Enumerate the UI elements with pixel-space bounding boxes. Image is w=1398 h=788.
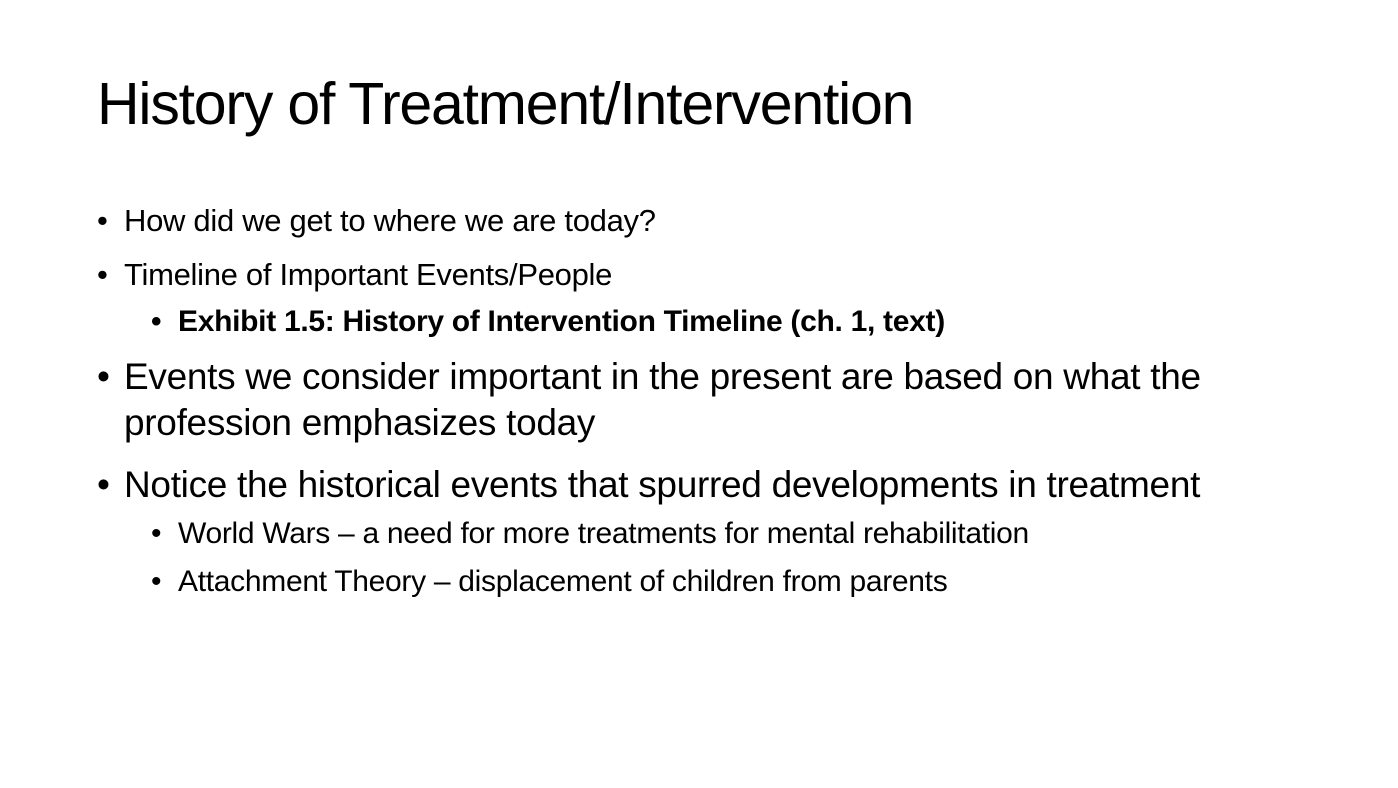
bullet-dot-icon: • (97, 257, 108, 292)
bullet-dot-icon: • (97, 356, 110, 397)
bullet-dot-icon: • (97, 203, 108, 238)
bullet-text: Notice the historical events that spurred developments in treatment (124, 464, 1201, 505)
sub-bullet-text: Exhibit 1.5: History of Intervention Timeline (ch. 1, text) (178, 305, 945, 338)
sub-bullet-item (151, 304, 1297, 340)
bullet-item (97, 354, 1297, 446)
sub-bullet-text: Attachment Theory – displacement of children from parents (178, 565, 948, 598)
sub-bullet-item (151, 516, 1297, 552)
bullet-list (97, 200, 1297, 612)
bullet-dot-icon: • (97, 464, 110, 505)
bullet-dot-icon: • (151, 565, 162, 598)
bullet-item (97, 200, 1297, 242)
bullet-item (97, 254, 1297, 296)
bullet-dot-icon: • (151, 305, 162, 338)
bullet-text: Events we consider important in the present are based on what the profession emphasizes today (124, 356, 1201, 443)
sub-bullet-text: World Wars – a need for more treatments for mental rehabilitation (178, 517, 1029, 550)
sub-bullet-item (151, 564, 1297, 600)
bullet-dot-icon: • (151, 517, 162, 550)
bullet-text: Timeline of Important Events/People (124, 257, 613, 292)
slide-title: History of Treatment/Intervention (97, 71, 914, 137)
bullet-item (97, 462, 1297, 508)
bullet-text: How did we get to where we are today? (124, 203, 656, 238)
